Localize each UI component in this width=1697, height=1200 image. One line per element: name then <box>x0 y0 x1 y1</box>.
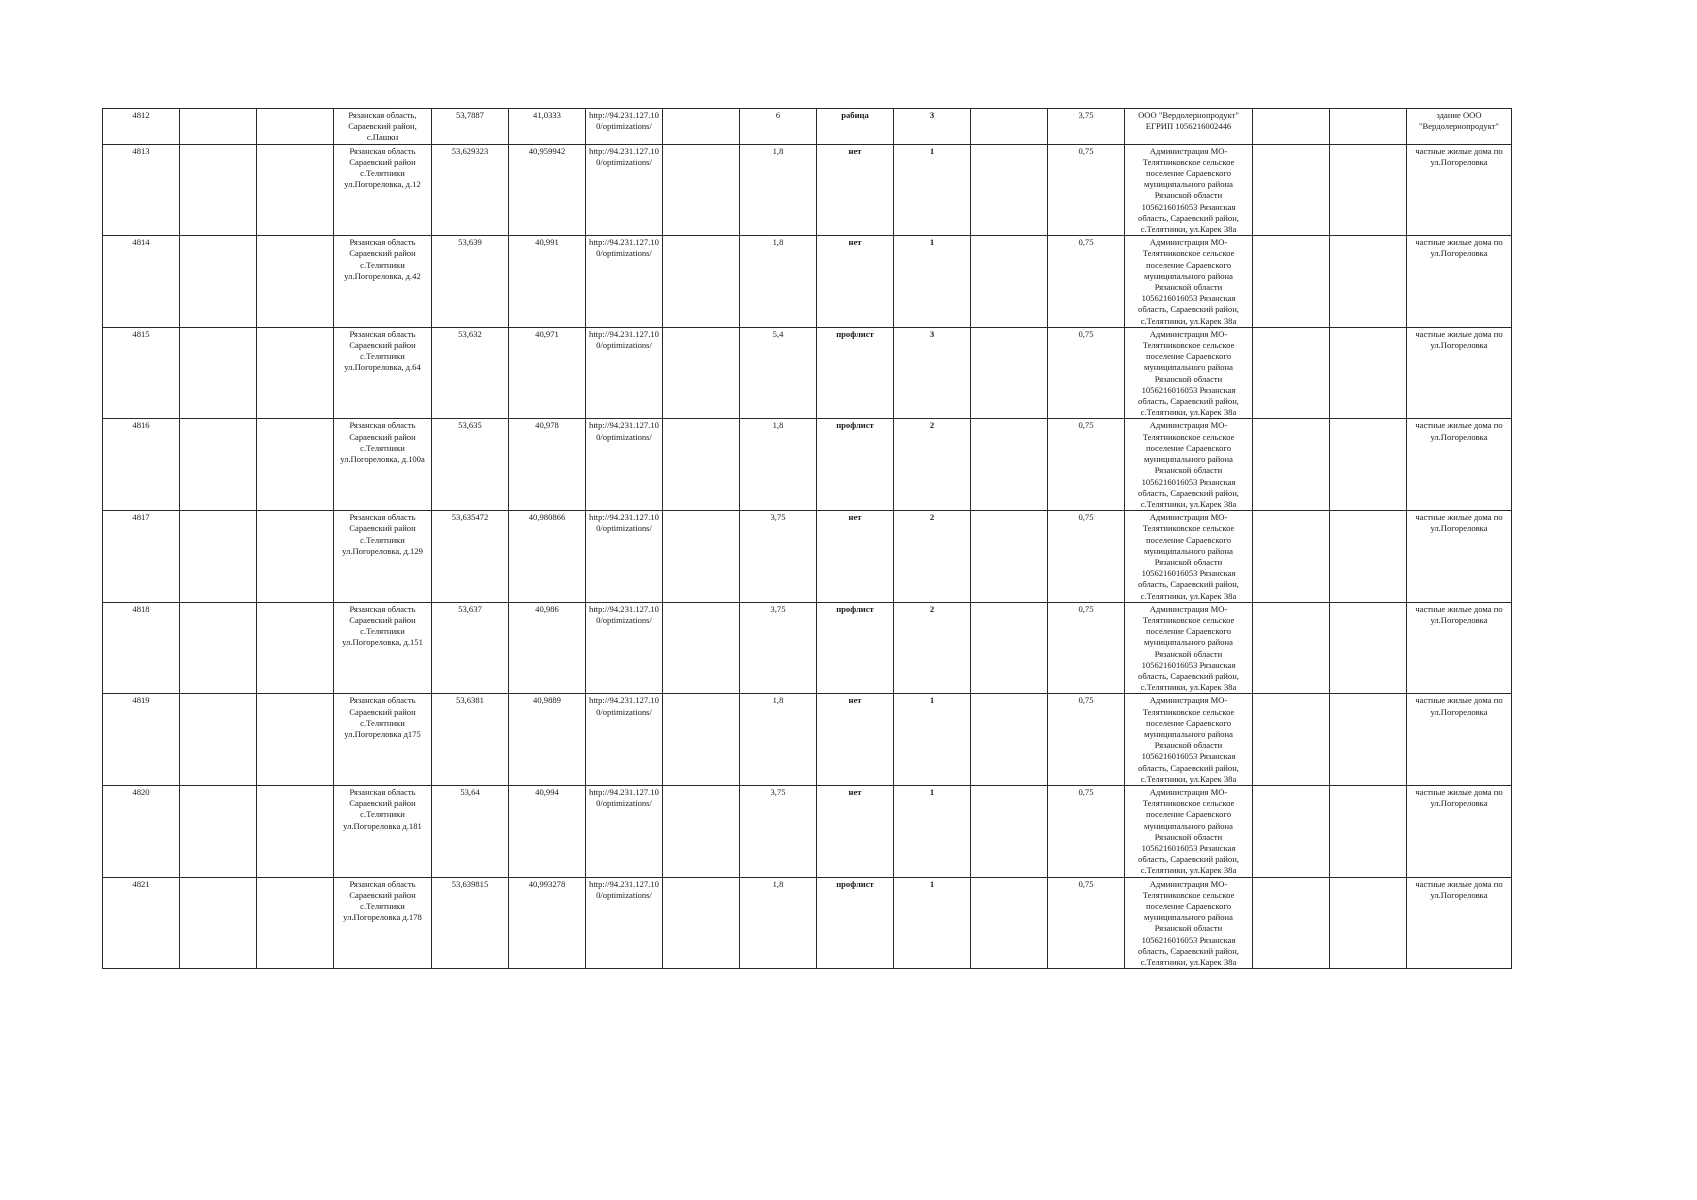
empty-cell <box>1330 694 1407 786</box>
container-volume-cell: 0,75 <box>1048 144 1125 236</box>
latitude-cell: 53,7887 <box>432 109 509 145</box>
site-number-cell: 4821 <box>103 877 180 969</box>
site-number-cell: 4817 <box>103 511 180 603</box>
site-number-cell: 4819 <box>103 694 180 786</box>
empty-cell <box>1253 694 1330 786</box>
empty-cell <box>257 327 334 419</box>
empty-cell <box>180 419 257 511</box>
container-count-cell: 3 <box>894 109 971 145</box>
longitude-cell: 41,0333 <box>509 109 586 145</box>
waste-source-cell: частные жилые дома по ул.Погореловка <box>1407 419 1512 511</box>
empty-cell <box>1330 785 1407 877</box>
empty-cell <box>663 109 740 145</box>
fence-type-cell: профлист <box>817 419 894 511</box>
empty-cell <box>180 694 257 786</box>
empty-cell <box>257 511 334 603</box>
map-link-cell: http://94.231.127.10 0/optimizations/ <box>586 511 663 603</box>
owner-cell: Администрация МО- Телятниковское сельское поселение Сараевского муниципального района Рязанской области 1056216016053 Рязанская область, Сараевский район, с.Телятники, ул.Карек 38а <box>1125 419 1253 511</box>
empty-cell <box>180 109 257 145</box>
empty-cell <box>663 327 740 419</box>
empty-cell <box>663 694 740 786</box>
empty-cell <box>257 877 334 969</box>
empty-cell <box>1253 877 1330 969</box>
address-cell: Рязанская область, Сараевский район, с.Пашкн <box>334 109 432 145</box>
latitude-cell: 53,629323 <box>432 144 509 236</box>
container-volume-cell: 0,75 <box>1048 785 1125 877</box>
container-count-cell: 2 <box>894 602 971 694</box>
address-cell: Рязанская область Сараевский район с.Телятники ул.Погореловка д.178 <box>334 877 432 969</box>
longitude-cell: 40,991 <box>509 236 586 328</box>
empty-cell <box>1330 327 1407 419</box>
longitude-cell: 40,994 <box>509 785 586 877</box>
waste-source-cell: частные жилые дома по ул.Погореловка <box>1407 511 1512 603</box>
empty-cell <box>1330 144 1407 236</box>
map-link-cell: http://94.231.127.10 0/optimizations/ <box>586 785 663 877</box>
site-number-cell: 4814 <box>103 236 180 328</box>
table-row <box>103 109 1512 145</box>
fence-type-cell: нет <box>817 694 894 786</box>
container-volume-cell: 0,75 <box>1048 511 1125 603</box>
container-volume-cell: 0,75 <box>1048 236 1125 328</box>
longitude-cell: 40,993278 <box>509 877 586 969</box>
empty-cell <box>180 236 257 328</box>
area-cell: 1,8 <box>740 694 817 786</box>
empty-cell <box>180 144 257 236</box>
container-count-cell: 1 <box>894 785 971 877</box>
empty-cell <box>257 694 334 786</box>
waste-source-cell: частные жилые дома по ул.Погореловка <box>1407 877 1512 969</box>
empty-cell <box>1330 511 1407 603</box>
table-row <box>103 236 1512 328</box>
latitude-cell: 53,639815 <box>432 877 509 969</box>
site-number-cell: 4816 <box>103 419 180 511</box>
empty-cell <box>663 602 740 694</box>
latitude-cell: 53,635472 <box>432 511 509 603</box>
latitude-cell: 53,632 <box>432 327 509 419</box>
owner-cell: Администрация МО- Телятниковское сельское поселение Сараевского муниципального района Рязанской области 1056216016053 Рязанская область, Сараевский район, с.Телятники, ул.Карек 38а <box>1125 327 1253 419</box>
container-volume-cell: 0,75 <box>1048 694 1125 786</box>
table-row <box>103 419 1512 511</box>
site-number-cell: 4815 <box>103 327 180 419</box>
address-cell: Рязанская область Сараевский район с.Телятники ул.Погореловка, д.64 <box>334 327 432 419</box>
area-cell: 5,4 <box>740 327 817 419</box>
area-cell: 1,8 <box>740 144 817 236</box>
latitude-cell: 53,6381 <box>432 694 509 786</box>
empty-cell <box>180 785 257 877</box>
site-number-cell: 4812 <box>103 109 180 145</box>
table-row <box>103 877 1512 969</box>
address-cell: Рязанская область Сараевский район с.Телятники ул.Погореловка д175 <box>334 694 432 786</box>
waste-source-cell: частные жилые дома по ул.Погореловка <box>1407 694 1512 786</box>
waste-sites-table <box>102 108 1512 969</box>
map-link-cell: http://94.231.127.10 0/optimizations/ <box>586 144 663 236</box>
empty-cell <box>1253 144 1330 236</box>
empty-cell <box>1253 602 1330 694</box>
area-cell: 1,8 <box>740 419 817 511</box>
table-row <box>103 511 1512 603</box>
fence-type-cell: нет <box>817 144 894 236</box>
container-volume-cell: 0,75 <box>1048 877 1125 969</box>
empty-cell <box>971 327 1048 419</box>
fence-type-cell: нет <box>817 511 894 603</box>
site-number-cell: 4813 <box>103 144 180 236</box>
waste-source-cell: частные жилые дома по ул.Погореловка <box>1407 327 1512 419</box>
waste-source-cell: частные жилые дома по ул.Погореловка <box>1407 144 1512 236</box>
longitude-cell: 40,986 <box>509 602 586 694</box>
map-link-cell: http://94.231.127.10 0/optimizations/ <box>586 236 663 328</box>
empty-cell <box>663 785 740 877</box>
area-cell: 1,8 <box>740 877 817 969</box>
container-count-cell: 1 <box>894 694 971 786</box>
table-body <box>103 109 1512 969</box>
latitude-cell: 53,637 <box>432 602 509 694</box>
address-cell: Рязанская область Сараевский район с.Телятники ул.Погореловка, д.42 <box>334 236 432 328</box>
container-count-cell: 3 <box>894 327 971 419</box>
owner-cell: Администрация МО- Телятниковское сельское поселение Сараевского муниципального района Рязанской области 1056216016053 Рязанская область, Сараевский район, с.Телятники, ул.Карек 38а <box>1125 785 1253 877</box>
empty-cell <box>1330 236 1407 328</box>
empty-cell <box>180 327 257 419</box>
address-cell: Рязанская область Сараевский район с.Телятники ул.Погореловка, д.151 <box>334 602 432 694</box>
empty-cell <box>1253 109 1330 145</box>
site-number-cell: 4818 <box>103 602 180 694</box>
site-number-cell: 4820 <box>103 785 180 877</box>
waste-source-cell: частные жилые дома по ул.Погореловка <box>1407 602 1512 694</box>
empty-cell <box>663 144 740 236</box>
address-cell: Рязанская область Сараевский район с.Телятники ул.Погореловка д.181 <box>334 785 432 877</box>
empty-cell <box>1330 877 1407 969</box>
empty-cell <box>663 419 740 511</box>
owner-cell: ООО "Вердолернопродукт" ЕГРИП 1056216002446 <box>1125 109 1253 145</box>
map-link-cell: http://94.231.127.10 0/optimizations/ <box>586 419 663 511</box>
owner-cell: Администрация МО- Телятниковское сельское поселение Сараевского муниципального района Рязанской области 1056216016053 Рязанская область, Сараевский район, с.Телятники, ул.Карек 38а <box>1125 236 1253 328</box>
latitude-cell: 53,64 <box>432 785 509 877</box>
empty-cell <box>257 785 334 877</box>
empty-cell <box>257 109 334 145</box>
empty-cell <box>971 109 1048 145</box>
owner-cell: Администрация МО- Телятниковское сельское поселение Сараевского муниципального района Рязанской области 1056216016053 Рязанская область, Сараевский район, с.Телятники, ул.Карек 38а <box>1125 144 1253 236</box>
fence-type-cell: профлист <box>817 327 894 419</box>
longitude-cell: 40,9889 <box>509 694 586 786</box>
empty-cell <box>971 236 1048 328</box>
container-volume-cell: 0,75 <box>1048 327 1125 419</box>
empty-cell <box>180 602 257 694</box>
fence-type-cell: рабица <box>817 109 894 145</box>
latitude-cell: 53,635 <box>432 419 509 511</box>
table-row <box>103 785 1512 877</box>
container-count-cell: 1 <box>894 236 971 328</box>
empty-cell <box>1253 419 1330 511</box>
empty-cell <box>971 419 1048 511</box>
empty-cell <box>180 511 257 603</box>
address-cell: Рязанская область Сараевский район с.Телятники ул.Погореловка, д.12 <box>334 144 432 236</box>
empty-cell <box>257 236 334 328</box>
empty-cell <box>1253 785 1330 877</box>
table-row <box>103 144 1512 236</box>
table-row <box>103 602 1512 694</box>
map-link-cell: http://94.231.127.10 0/optimizations/ <box>586 602 663 694</box>
owner-cell: Администрация МО- Телятниковское сельское поселение Сараевского муниципального района Рязанской области 1056216016053 Рязанская область, Сараевский район, с.Телятники, ул.Карек 38а <box>1125 694 1253 786</box>
empty-cell <box>663 236 740 328</box>
waste-source-cell: здание ООО "Вердолернопродукт" <box>1407 109 1512 145</box>
container-volume-cell: 0,75 <box>1048 419 1125 511</box>
empty-cell <box>663 511 740 603</box>
waste-source-cell: частные жилые дома по ул.Погореловка <box>1407 785 1512 877</box>
address-cell: Рязанская область Сараевский район с.Телятники ул.Погореловка, д.100а <box>334 419 432 511</box>
fence-type-cell: нет <box>817 785 894 877</box>
area-cell: 1,8 <box>740 236 817 328</box>
waste-source-cell: частные жилые дома по ул.Погореловка <box>1407 236 1512 328</box>
empty-cell <box>257 602 334 694</box>
latitude-cell: 53,639 <box>432 236 509 328</box>
empty-cell <box>971 511 1048 603</box>
map-link-cell: http://94.231.127.10 0/optimizations/ <box>586 694 663 786</box>
empty-cell <box>257 144 334 236</box>
container-volume-cell: 0,75 <box>1048 602 1125 694</box>
empty-cell <box>1253 511 1330 603</box>
area-cell: 3,75 <box>740 511 817 603</box>
longitude-cell: 40,980866 <box>509 511 586 603</box>
empty-cell <box>971 144 1048 236</box>
container-volume-cell: 3,75 <box>1048 109 1125 145</box>
empty-cell <box>971 785 1048 877</box>
longitude-cell: 40,971 <box>509 327 586 419</box>
empty-cell <box>971 877 1048 969</box>
fence-type-cell: профлист <box>817 602 894 694</box>
map-link-cell: http://94.231.127.10 0/optimizations/ <box>586 877 663 969</box>
table-row <box>103 694 1512 786</box>
area-cell: 6 <box>740 109 817 145</box>
empty-cell <box>257 419 334 511</box>
longitude-cell: 40,959942 <box>509 144 586 236</box>
empty-cell <box>180 877 257 969</box>
container-count-cell: 2 <box>894 511 971 603</box>
area-cell: 3,75 <box>740 602 817 694</box>
map-link-cell: http://94.231.127.10 0/optimizations/ <box>586 327 663 419</box>
fence-type-cell: профлист <box>817 877 894 969</box>
owner-cell: Администрация МО- Телятниковское сельское поселение Сараевского муниципального района Рязанской области 1056216016053 Рязанская область, Сараевский район, с.Телятники, ул.Карек 38а <box>1125 877 1253 969</box>
map-link-cell: http://94.231.127.10 0/optimizations/ <box>586 109 663 145</box>
empty-cell <box>971 694 1048 786</box>
empty-cell <box>1330 109 1407 145</box>
container-count-cell: 1 <box>894 877 971 969</box>
owner-cell: Администрация МО- Телятниковское сельское поселение Сараевского муниципального района Рязанской области 1056216016053 Рязанская область, Сараевский район, с.Телятники, ул.Карек 38а <box>1125 511 1253 603</box>
owner-cell: Администрация МО- Телятниковское сельское поселение Сараевского муниципального района Рязанской области 1056216016053 Рязанская область, Сараевский район, с.Телятники, ул.Карек 38а <box>1125 602 1253 694</box>
empty-cell <box>663 877 740 969</box>
table-row <box>103 327 1512 419</box>
empty-cell <box>971 602 1048 694</box>
container-count-cell: 2 <box>894 419 971 511</box>
empty-cell <box>1253 236 1330 328</box>
container-count-cell: 1 <box>894 144 971 236</box>
empty-cell <box>1253 327 1330 419</box>
empty-cell <box>1330 602 1407 694</box>
area-cell: 3,75 <box>740 785 817 877</box>
longitude-cell: 40,978 <box>509 419 586 511</box>
empty-cell <box>1330 419 1407 511</box>
address-cell: Рязанская область Сараевский район с.Телятники ул.Погореловка, д.129 <box>334 511 432 603</box>
fence-type-cell: нет <box>817 236 894 328</box>
